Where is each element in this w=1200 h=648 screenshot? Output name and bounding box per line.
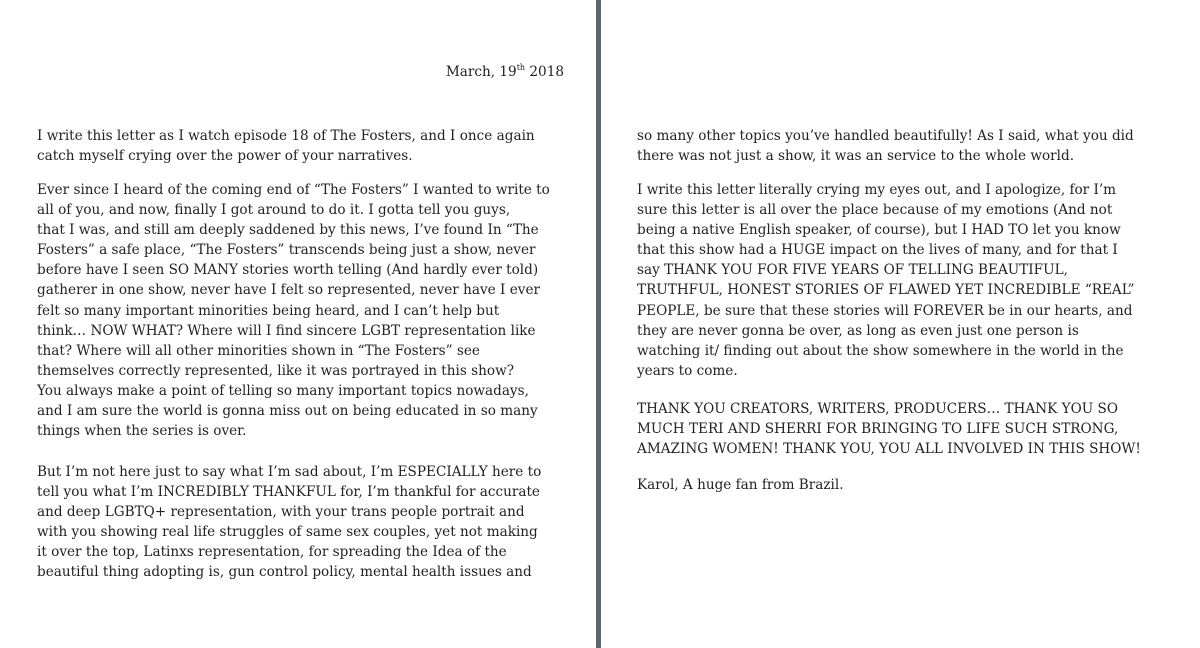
- text-line: THANK YOU CREATORS, WRITERS, PRODUCERS… THANK YOU SO: [637, 401, 1118, 417]
- text-line: Karol, A huge fan from Brazil.: [637, 477, 844, 493]
- text-line: all of you, and now, finally I got around to do it. I gotta tell you guys,: [37, 202, 511, 219]
- text-line: they are never gonna be over, as long as even just one person is: [637, 322, 1079, 339]
- text-line: Ever since I heard of the coming end of “The Fosters” I wanted to write to: [37, 182, 550, 198]
- text-line: years to come.: [637, 362, 738, 379]
- text-line: Fosters” a safe place, “The Fosters” transcends being just a show, never: [37, 242, 536, 259]
- left-paragraph-2: [37, 180, 561, 441]
- signature-line: [637, 475, 1165, 495]
- text-line: there was not just a show, it was an service to the whole world.: [637, 148, 1075, 165]
- text-line: beautiful thing adopting is, gun control policy, mental health issues and: [37, 564, 532, 581]
- text-line: tell you what I’m INCREDIBLY THANKFUL for, I’m thankful for accurate: [37, 484, 540, 501]
- text-line: themselves correctly represented, like it was portrayed in this show?: [37, 362, 515, 379]
- right-paragraph-2: [637, 180, 1165, 381]
- text-line: watching it/ finding out about the show somewhere in the world in the: [637, 342, 1124, 359]
- text-line: MUCH TERI AND SHERRI FOR BRINGING TO LIFE SUCH STRONG,: [637, 421, 1119, 438]
- letter-date: [446, 62, 564, 82]
- text-line: PEOPLE, be sure that these stories will FOREVER be in our hearts, and: [637, 302, 1133, 319]
- text-line: so many other topics you’ve handled beautifully! As I said, what you did: [637, 128, 1134, 144]
- date-month-day: March, 19: [445, 64, 517, 80]
- text-line: I write this letter literally crying my eyes out, and I apologize, for I’m: [637, 182, 1117, 198]
- text-line: and I am sure the world is gonna miss out on being educated in so many: [37, 403, 538, 420]
- text-line: sure this letter is all over the place because of my emotions (And not: [637, 202, 1113, 219]
- date-ordinal: th: [516, 63, 526, 72]
- date-year: 2018: [525, 64, 564, 80]
- text-line: TRUTHFUL, HONEST STORIES OF FLAWED YET INCREDIBLE “REAL”: [637, 282, 1135, 299]
- text-line: that? Where will all other minorities shown in “The Fosters” see: [37, 342, 480, 359]
- left-page: [0, 0, 596, 648]
- text-line: AMAZING WOMEN! THANK YOU, YOU ALL INVOLVED IN THIS SHOW!: [637, 441, 1141, 458]
- text-line: that I was, and still am deeply saddened by this news, I’ve found In “The: [37, 222, 539, 239]
- right-paragraph-3: [637, 399, 1165, 459]
- text-line: But I’m not here just to say what I’m sad about, I’m ESPECIALLY here to: [37, 464, 542, 480]
- text-line: gatherer in one show, never have I felt so represented, never have I ever: [37, 282, 540, 299]
- left-paragraph-1: [37, 126, 561, 166]
- text-line: with you showing real life struggles of same sex couples, yet not making: [37, 524, 538, 541]
- text-line: before have I seen SO MANY stories worth telling (And hardly ever told): [37, 262, 539, 279]
- text-line: say THANK YOU FOR FIVE YEARS OF TELLING BEAUTIFUL,: [637, 262, 1068, 279]
- left-paragraph-3: [37, 462, 561, 583]
- text-line: I write this letter as I watch episode 18 of The Fosters, and I once again: [37, 128, 535, 144]
- text-line: being a native English speaker, of course), but I HAD TO let you know: [637, 222, 1121, 239]
- text-line: and deep LGBTQ+ representation, with your trans people portrait and: [37, 504, 525, 521]
- text-line: think… NOW WHAT? Where will I find sincere LGBT representation like: [37, 322, 536, 339]
- text-line: things when the series is over.: [37, 423, 247, 440]
- right-paragraph-1: [637, 126, 1165, 166]
- text-line: catch myself crying over the power of your narratives.: [37, 148, 413, 165]
- text-line: felt so many important minorities being heard, and I can’t help but: [37, 302, 500, 319]
- text-line: You always make a point of telling so many important topics nowadays,: [37, 382, 529, 399]
- text-line: it over the top, Latinxs representation, for spreading the Idea of the: [37, 544, 507, 561]
- text-line: that this show had a HUGE impact on the lives of many, and for that I: [637, 242, 1118, 259]
- right-page: [601, 0, 1200, 648]
